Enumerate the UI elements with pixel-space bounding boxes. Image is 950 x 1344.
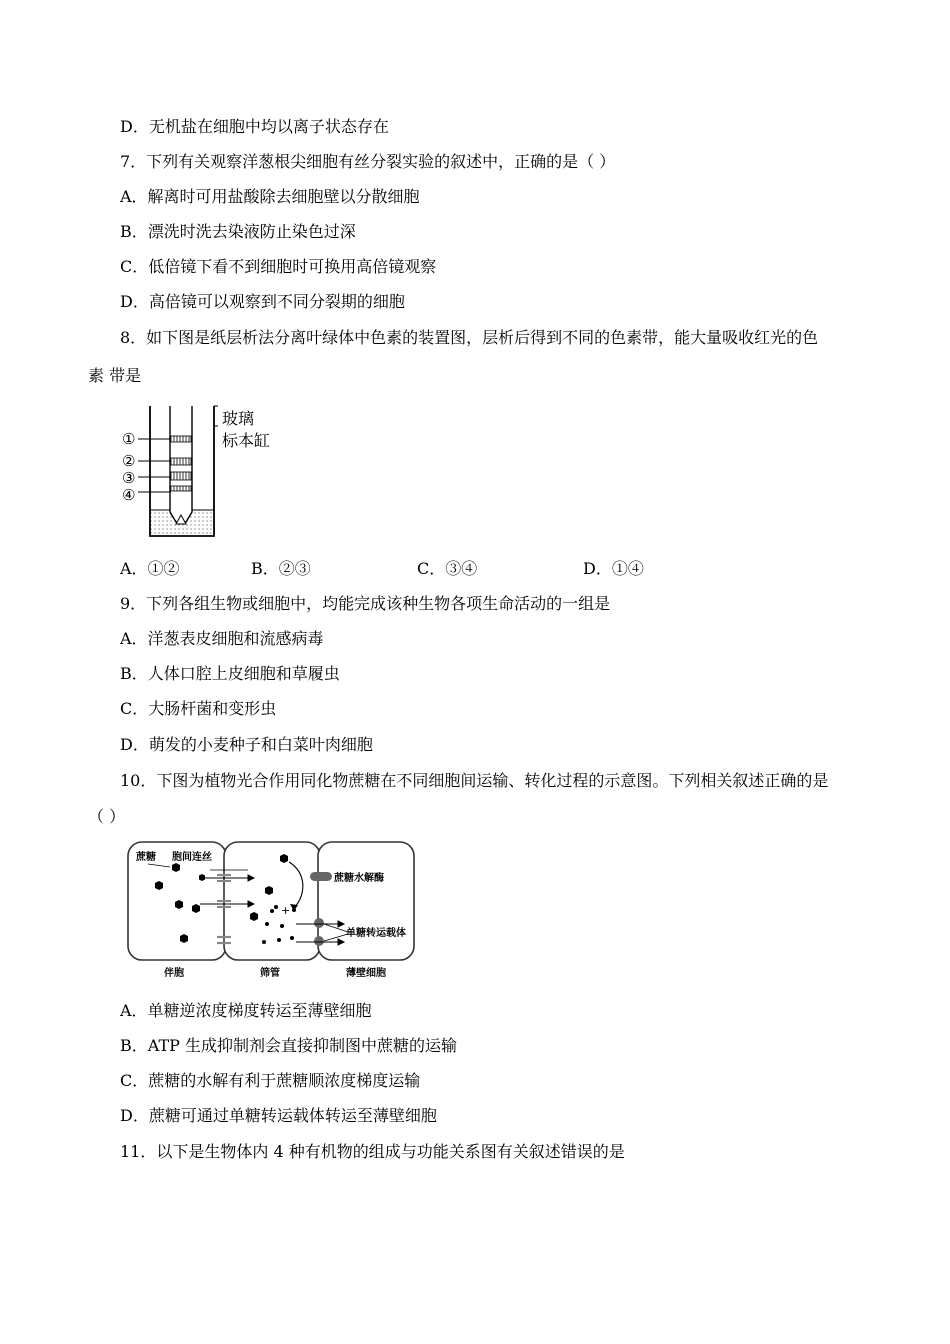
q6-option-d: D．无机盐在细胞中均以离子状态存在: [120, 117, 389, 136]
q9-option-a: A．洋葱表皮细胞和流感病毒: [120, 629, 324, 648]
q7-option-d: D．高倍镜可以观察到不同分裂期的细胞: [120, 292, 405, 311]
q8-option-c: C．③④: [417, 559, 478, 578]
label-plasmodesmata: 胞间连丝: [172, 852, 212, 863]
q9-option-d: D．萌发的小麦种子和白菜叶肉细胞: [120, 735, 373, 754]
label-invertase: 蔗糖水解酶: [334, 873, 384, 884]
q8-stem-continued: 素 带是: [88, 366, 142, 385]
q10-option-d: D．蔗糖可通过单糖转运载体转运至薄壁细胞: [120, 1106, 437, 1125]
pigment-band-4: [171, 486, 191, 491]
jar-label-line2: 标本缸: [222, 431, 271, 450]
q8-stem: 8．如下图是纸层析法分离叶绿体中色素的装置图，层析后得到不同的色素带，能大量吸收红光的色: [120, 328, 819, 347]
q11-stem: 11．以下是生物体内 4 种有机物的组成与功能关系图有关叙述错误的是: [120, 1142, 625, 1161]
q9-option-c: C．大肠杆菌和变形虫: [120, 699, 277, 718]
label-sieve-tube: 筛管: [260, 968, 280, 979]
q9-option-b: B．人体口腔上皮细胞和草履虫: [120, 664, 340, 683]
monosaccharide-transporter-1: [314, 918, 324, 928]
band-label-3: ③: [122, 469, 136, 487]
band-label-4: ④: [122, 486, 136, 504]
band-label-2: ②: [122, 452, 136, 470]
q10-option-b: B．ATP 生成抑制剂会直接抑制图中蔗糖的运输: [120, 1036, 457, 1055]
invertase-enzyme: [310, 872, 332, 881]
q7-option-c: C．低倍镜下看不到细胞时可换用高倍镜观察: [120, 257, 437, 276]
chromatography-figure: [118, 400, 288, 540]
pigment-band-1: [171, 436, 191, 442]
q7-option-b: B．漂洗时洗去染液防止染色过深: [120, 222, 356, 241]
sucrose-transport-figure: [124, 838, 424, 983]
pigment-band-3: [171, 472, 191, 480]
plus-sign: +: [281, 904, 291, 917]
label-parenchyma-cell: 薄壁细胞: [346, 968, 386, 979]
band-label-1: ①: [122, 430, 136, 448]
jar-label-line1: 玻璃: [222, 409, 255, 428]
q8-option-d: D．①④: [583, 559, 644, 578]
q7-stem: 7．下列有关观察洋葱根尖细胞有丝分裂实验的叙述中，正确的是（ ）: [120, 152, 616, 171]
q10-option-a: A．单糖逆浓度梯度转运至薄壁细胞: [120, 1001, 372, 1020]
label-transporter: 单糖转运载体: [346, 928, 406, 939]
q9-stem: 9．下列各组生物或细胞中，均能完成该种生物各项生命活动的一组是: [120, 594, 611, 613]
q10-stem: 10．下图为植物光合作用同化物蔗糖在不同细胞间运输、转化过程的示意图。下列相关叙述正确的是: [120, 771, 829, 790]
monosaccharide-transporter-2: [314, 936, 324, 946]
q7-option-a: A．解离时可用盐酸除去细胞壁以分散细胞: [120, 187, 420, 206]
q10-option-c: C．蔗糖的水解有利于蔗糖顺浓度梯度运输: [120, 1071, 421, 1090]
label-sucrose: 蔗糖: [136, 852, 156, 863]
q8-option-b: B．②③: [251, 559, 311, 578]
pigment-band-2: [171, 458, 191, 465]
q10-stem-continued: （ ）: [88, 807, 126, 826]
q8-option-a: A．①②: [120, 559, 180, 578]
label-companion-cell: 伴胞: [164, 968, 184, 979]
